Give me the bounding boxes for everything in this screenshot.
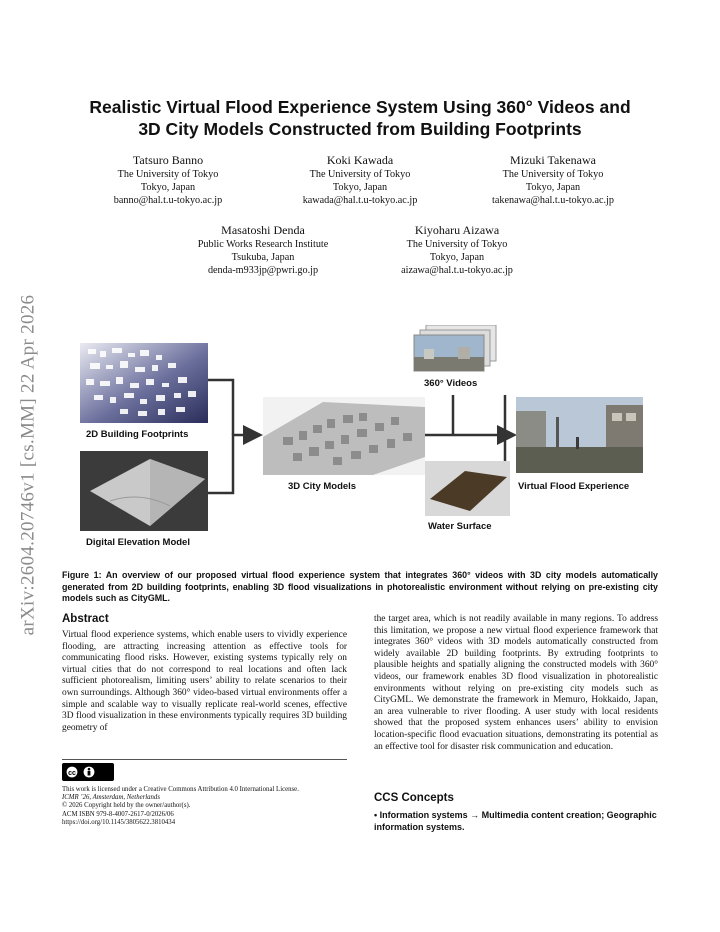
abstract-left-column: Virtual flood experience systems, which enable users to vividly experience flooding, are attracting increasing attention as effective tools for communicating flood risks. However, existing systems typically rely on virtual cities that do not correspond to real locations and often lack sufficient photorealism, limiting users’ ability to relate scenarios to their own surroundings. Although 360° video-based virtual environments offer a simple and scalable way to visually replicate real-world scenes, effective 3D flood visualization in these environments typically requires 3D building geometry of [62, 630, 347, 733]
author-affiliation: The University of Tokyo [502, 169, 604, 180]
author-name: Koki Kawada [326, 153, 394, 167]
paper-title [62, 96, 658, 140]
doi-link[interactable]: https://doi.org/10.1145/3805622.3810434 [62, 818, 176, 826]
arxiv-identifier: arXiv:2604.20746v1 [cs.MM] 22 Apr 2026 [17, 294, 38, 636]
by-icon [82, 765, 96, 779]
title-line-2: 3D City Models Constructed from Building Footprints [138, 119, 582, 139]
author-location: Tokyo, Japan [332, 182, 388, 193]
author-block [280, 152, 440, 207]
author-email: denda-m933jp@pwri.go.jp [207, 265, 319, 276]
flood-scene-icon [516, 397, 643, 473]
footnote-rule [62, 759, 347, 760]
author-email: takenawa@hal.t.u-tokyo.ac.jp [492, 195, 614, 206]
copyright-line: © 2026 Copyright held by the owner/author(s). [62, 802, 191, 810]
author-email: kawada@hal.t.u-tokyo.ac.jp [302, 195, 418, 206]
city-model-icon [263, 397, 425, 475]
cc-license-badge [62, 763, 114, 781]
dem-label: Digital Elevation Model [86, 537, 190, 548]
footprints-map-icon [80, 343, 208, 423]
city-models-label: 3D City Models [288, 481, 357, 492]
cc-icon [65, 765, 79, 779]
author-affiliation: Public Works Research Institute [197, 239, 329, 250]
author-block [462, 152, 644, 207]
footprints-label: 2D Building Footprints [86, 429, 189, 440]
arrow-to-flood [505, 395, 512, 435]
author-affiliation: The University of Tokyo [406, 239, 508, 250]
flood-experience-image [516, 397, 643, 473]
isbn-line: ACM ISBN 979-8-4007-2617-0/2026/06 [62, 810, 174, 818]
author-email: aizawa@hal.t.u-tokyo.ac.jp [401, 265, 513, 276]
author-email: banno@hal.t.u-tokyo.ac.jp [113, 195, 223, 206]
flood-experience-label: Virtual Flood Experience [518, 481, 630, 492]
dem-image [80, 451, 208, 531]
arrow-to-city [208, 435, 258, 493]
water-surface-image [425, 461, 510, 516]
author-location: Tokyo, Japan [429, 252, 485, 263]
overview-figure [80, 325, 645, 550]
svg-text:cc: cc [68, 770, 76, 777]
title-line-1: Realistic Virtual Flood Experience System Using 360° Videos and [89, 97, 631, 117]
author-name: Mizuki Takenawa [510, 153, 596, 167]
city-models-image [263, 397, 425, 475]
videos-stack [410, 325, 500, 375]
elevation-surface-icon [80, 451, 208, 531]
license-footnote [62, 786, 352, 827]
license-statement: This work is licensed under a Creative Commons Attribution 4.0 International License. [62, 786, 299, 793]
arxiv-side-stamp [8, 255, 48, 675]
ccs-heading: CCS Concepts [374, 792, 454, 804]
videos-label: 360° Videos [424, 378, 478, 389]
ccs-concepts-text: • Information systems → Multimedia content creation; Geographic information systems. [374, 810, 657, 832]
author-name: Masatoshi Denda [221, 223, 305, 237]
author-block [178, 222, 348, 277]
author-location: Tsukuba, Japan [231, 252, 295, 263]
author-name: Kiyoharu Aizawa [414, 223, 500, 237]
author-affiliation: The University of Tokyo [117, 169, 219, 180]
author-name: Tatsuro Banno [132, 153, 204, 167]
author-block [88, 152, 248, 207]
water-plane-icon [425, 461, 510, 516]
water-surface-label: Water Surface [428, 521, 492, 532]
venue-line: ICMR ’26, Amsterdam, Netherlands [62, 794, 160, 802]
footprints-image [80, 343, 208, 423]
author-location: Tokyo, Japan [140, 182, 196, 193]
figure-caption: Figure 1: An overview of our proposed virtual flood experience system that integrates 360° videos with 3D city models automatically generated from 2D building footprints, enabling 3D flood visualizations in photorealistic environment without relying on pre-existing city models such as CityGML. [62, 570, 658, 603]
author-location: Tokyo, Japan [525, 182, 581, 193]
author-affiliation: The University of Tokyo [309, 169, 411, 180]
abstract-right-column: the target area, which is not readily available in many regions. To address this limitation, we propose a new virtual flood experience framework that integrates 360° videos with 3D models automatically constructed from widely available 2D building footprints. By extruding footprints to plausible heights and spatially aligning the constructed models with 360° videos, our framework enables 3D flood visualization in photorealistic environments without relying on pre-existing city models such as CityGML. We demonstrate the framework in Memuro, Hokkaido, Japan, an area vulnerable to river flooding. A user study with local residents showed that the proposed system enhances users’ ability to envision location-specific flood evacuation situations, demonstrating its potential as an effective tool for disaster risk communication and education. [374, 614, 658, 752]
author-block [372, 222, 542, 277]
arrow-footprints [208, 380, 233, 435]
video-frames-icon [410, 325, 500, 375]
abstract-heading: Abstract [62, 613, 109, 625]
